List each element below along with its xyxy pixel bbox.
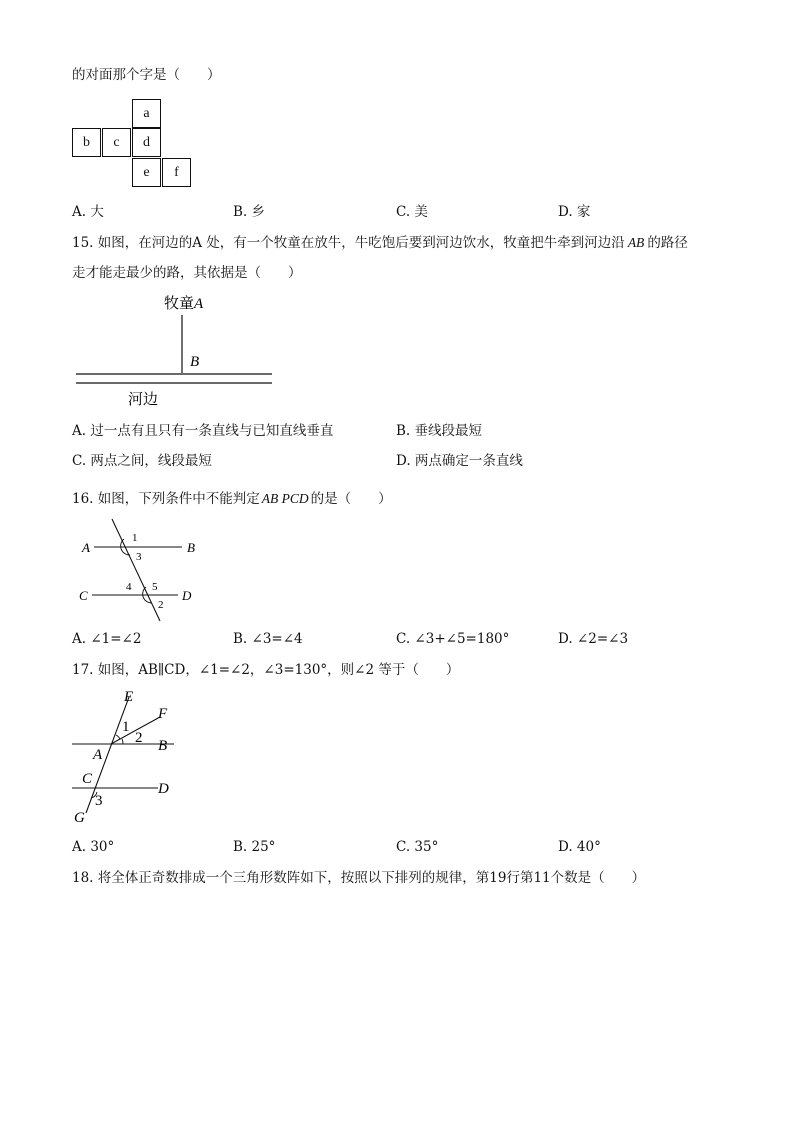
q17-label-angle-1: 1 — [122, 719, 130, 735]
q16-label-angle-4: 4 — [126, 581, 132, 593]
q17-label-angle-2: 2 — [135, 730, 143, 746]
q14-option-d: D. 家 — [558, 204, 591, 220]
q17-label-g: G — [74, 810, 85, 825]
q16-stem-text-a: 16. 如图，下列条件中不能判定 — [72, 491, 260, 507]
q16-label-b: B — [187, 540, 195, 555]
q17-figure — [68, 685, 188, 825]
q15-option-d: D. 两点确定一条直线 — [396, 453, 523, 469]
q15-label-b: B — [190, 354, 200, 370]
q16-stem-text-b: 的是（ ） — [310, 491, 392, 507]
q16-label-angle-1: 1 — [132, 532, 138, 544]
q15-stem-line1 — [72, 234, 688, 252]
net-cell-d: d — [132, 128, 161, 157]
q17-stem: 17. 如图，AB∥CD，∠1=∠2，∠3=130°，则∠2 等于（ ） — [72, 662, 460, 678]
q16-option-a: A. ∠1=∠2 — [72, 631, 142, 647]
q16-stem — [72, 490, 392, 508]
q15-stem-line2: 走才能走最少的路，其依据是（ ） — [72, 265, 302, 281]
q15-option-a: A. 过一点有且只有一条直线与已知直线垂直 — [72, 423, 334, 439]
net-cell-f: f — [162, 158, 191, 187]
q17-label-e: E — [124, 689, 134, 705]
q14-option-a: A. 大 — [72, 204, 104, 220]
q16-label-angle-3: 3 — [136, 551, 142, 563]
q16-option-b: B. ∠3=∠4 — [233, 631, 303, 647]
q14-option-c: C. 美 — [396, 204, 428, 220]
q15-option-b: B. 垂线段最短 — [396, 423, 483, 439]
q15-figure — [70, 288, 280, 413]
q16-label-c: C — [79, 588, 88, 603]
q15-stem-var: AB — [627, 235, 645, 250]
q14-option-b: B. 乡 — [233, 204, 266, 220]
q16-figure — [70, 515, 210, 625]
q17-label-a: A — [93, 747, 103, 763]
q17-option-d: D. 40° — [558, 839, 601, 855]
q16-option-c: C. ∠3+∠5=180° — [396, 631, 510, 647]
q17-label-angle-3: 3 — [95, 793, 103, 809]
q17-angle-arc-1 — [116, 735, 120, 739]
q15-stem-text-a: 15. 如图，在河边的A 处，有一个牧童在放牛，牛吃饱后要到河边饮水，牧童把牛牵到河边沿 — [72, 235, 625, 251]
q15-option-c: C. 两点之间，线段最短 — [72, 453, 212, 469]
net-cell-e: e — [132, 158, 161, 187]
q16-label-angle-2: 2 — [158, 599, 164, 611]
q14-stem: 的对面那个字是（ ） — [72, 67, 221, 83]
q15-label-herd: 牧童 — [164, 296, 195, 312]
q17-option-b: B. 25° — [233, 839, 276, 855]
q16-label-d: D — [182, 588, 192, 603]
q17-angle-arc-2 — [122, 739, 123, 744]
q16-option-d: D. ∠2=∠3 — [558, 631, 629, 647]
q16-label-angle-5: 5 — [152, 581, 158, 593]
net-cell-a: a — [132, 99, 161, 128]
q17-option-a: A. 30° — [72, 839, 115, 855]
q17-label-b: B — [158, 738, 168, 754]
q17-label-c: C — [82, 771, 93, 787]
q17-label-f: F — [158, 706, 168, 722]
q15-label-a: A — [194, 296, 204, 312]
net-cell-c: c — [102, 128, 131, 157]
q15-stem-text-b: 的路径 — [647, 235, 688, 251]
net-cell-b: b — [72, 128, 101, 157]
q16-stem-var: AB PCD — [261, 491, 309, 506]
q15-label-river: 河边 — [128, 392, 159, 408]
q18-stem: 18. 将全体正奇数排成一个三角形数阵如下，按照以下排列的规律，第19行第11个数是（ ） — [72, 870, 646, 886]
q17-option-c: C. 35° — [396, 839, 439, 855]
q17-label-d: D — [158, 781, 169, 797]
q16-label-a: A — [82, 540, 90, 555]
